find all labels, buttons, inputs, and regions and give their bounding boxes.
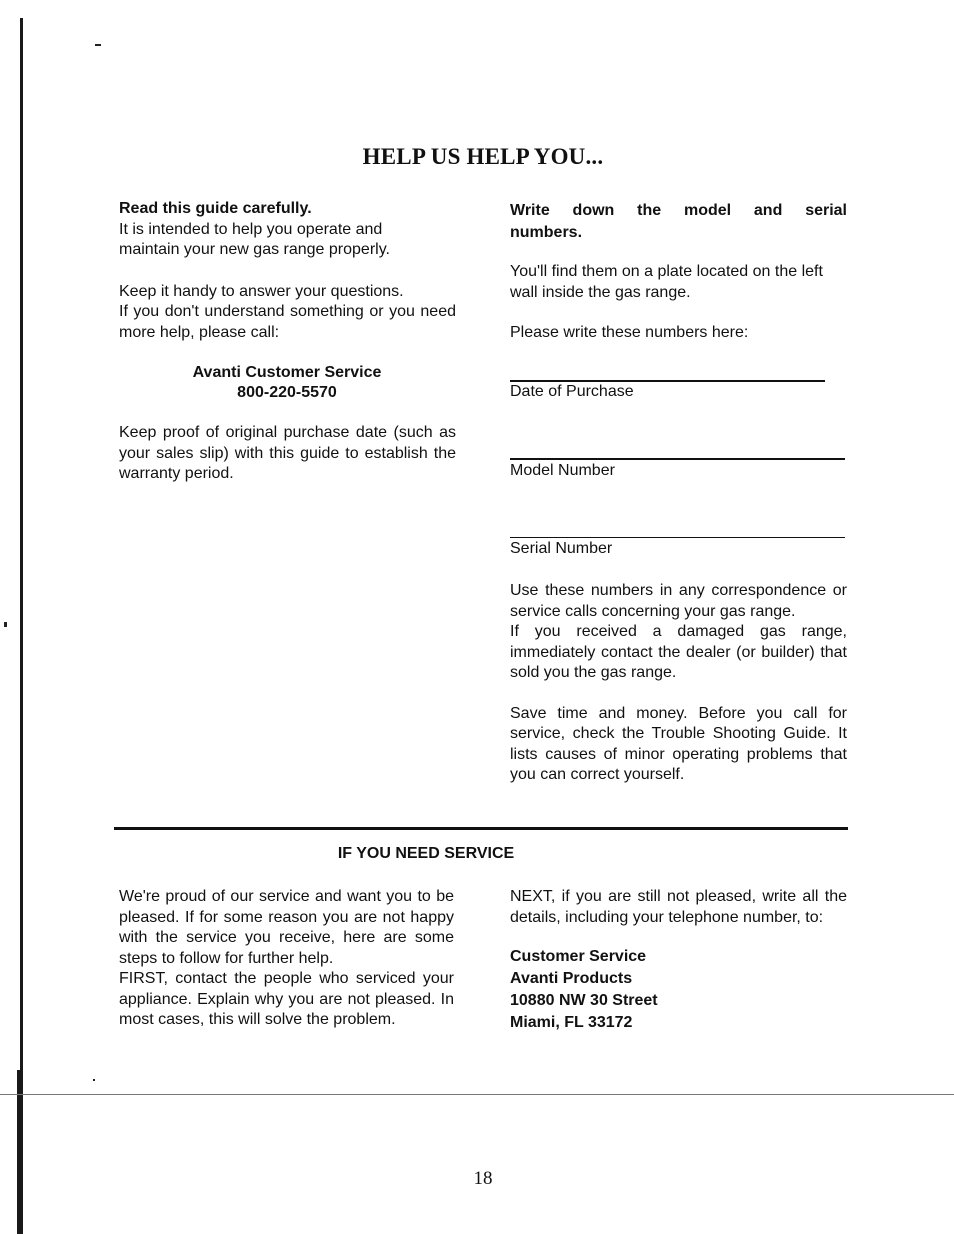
serial-line bbox=[510, 537, 845, 538]
address-block bbox=[510, 946, 847, 1034]
scan-speck bbox=[4, 622, 7, 627]
service-right-column bbox=[510, 887, 847, 1034]
footer-rule bbox=[0, 1094, 954, 1095]
service-name: Avanti Customer Service bbox=[192, 364, 382, 381]
model-line bbox=[510, 458, 845, 460]
scan-edge-left bbox=[20, 18, 23, 1234]
first-step-text: FIRST, contact the people who serviced your appliance. Explain why you are not pleased. In most cases, this will solve the problem. bbox=[119, 970, 454, 1028]
service-title: IF YOU NEED SERVICE bbox=[337, 845, 515, 862]
page-number: 18 bbox=[473, 1168, 493, 1189]
address-line-1: Customer Service bbox=[510, 948, 647, 965]
left-column bbox=[119, 199, 456, 485]
right-column bbox=[510, 200, 847, 344]
call-text: If you don't understand something or you need more help, please call: bbox=[119, 303, 456, 341]
date-line bbox=[510, 380, 825, 382]
address-line-4: Miami, FL 33172 bbox=[510, 1014, 633, 1031]
page-title: HELP US HELP YOU... bbox=[362, 144, 604, 169]
right-lower-column bbox=[510, 581, 847, 786]
service-left-column bbox=[119, 887, 454, 1031]
phone-number: 800-220-5570 bbox=[237, 383, 337, 401]
left-intro: It is intended to help you operate and maintain your new gas range properly. bbox=[119, 220, 390, 258]
proud-text: We're proud of our service and want you to be pleased. If for some reason you are not happy with the service you receive, here are some steps to follow for further help. bbox=[119, 888, 454, 967]
left-heading: Read this guide carefully. bbox=[119, 200, 312, 217]
damaged-text: If you received a damaged gas range, immediately contact the dealer (or builder) that sold you the gas range. bbox=[510, 623, 847, 681]
use-numbers-text: Use these numbers in any correspondence or service calls concerning your gas range. bbox=[510, 582, 847, 620]
date-label: Date of Purchase bbox=[510, 383, 634, 400]
save-time-text: Save time and money. Before you call for service, check the Trouble Shooting Guide. It lists causes of minor operating problems that you can correct yourself. bbox=[510, 704, 847, 783]
right-heading: Write down the model and serial numbers. bbox=[510, 202, 847, 241]
keep-handy-text: Keep it handy to answer your questions. bbox=[119, 282, 404, 300]
model-label: Model Number bbox=[510, 462, 615, 479]
section-divider bbox=[114, 827, 848, 830]
find-them-text: You'll find them on a plate located on the left wall inside the gas range. bbox=[510, 263, 823, 301]
scan-speck bbox=[93, 1079, 95, 1081]
address-line-3: 10880 NW 30 Street bbox=[510, 992, 658, 1009]
proof-text: Keep proof of original purchase date (such as your sales slip) with this guide to establish the warranty period. bbox=[119, 424, 456, 482]
next-step-text: NEXT, if you are still not pleased, write all the details, including your telephone number, to: bbox=[510, 888, 847, 926]
write-here-text: Please write these numbers here: bbox=[510, 324, 749, 341]
serial-label: Serial Number bbox=[510, 540, 613, 557]
address-line-2: Avanti Products bbox=[510, 970, 633, 987]
scan-speck bbox=[95, 44, 101, 46]
